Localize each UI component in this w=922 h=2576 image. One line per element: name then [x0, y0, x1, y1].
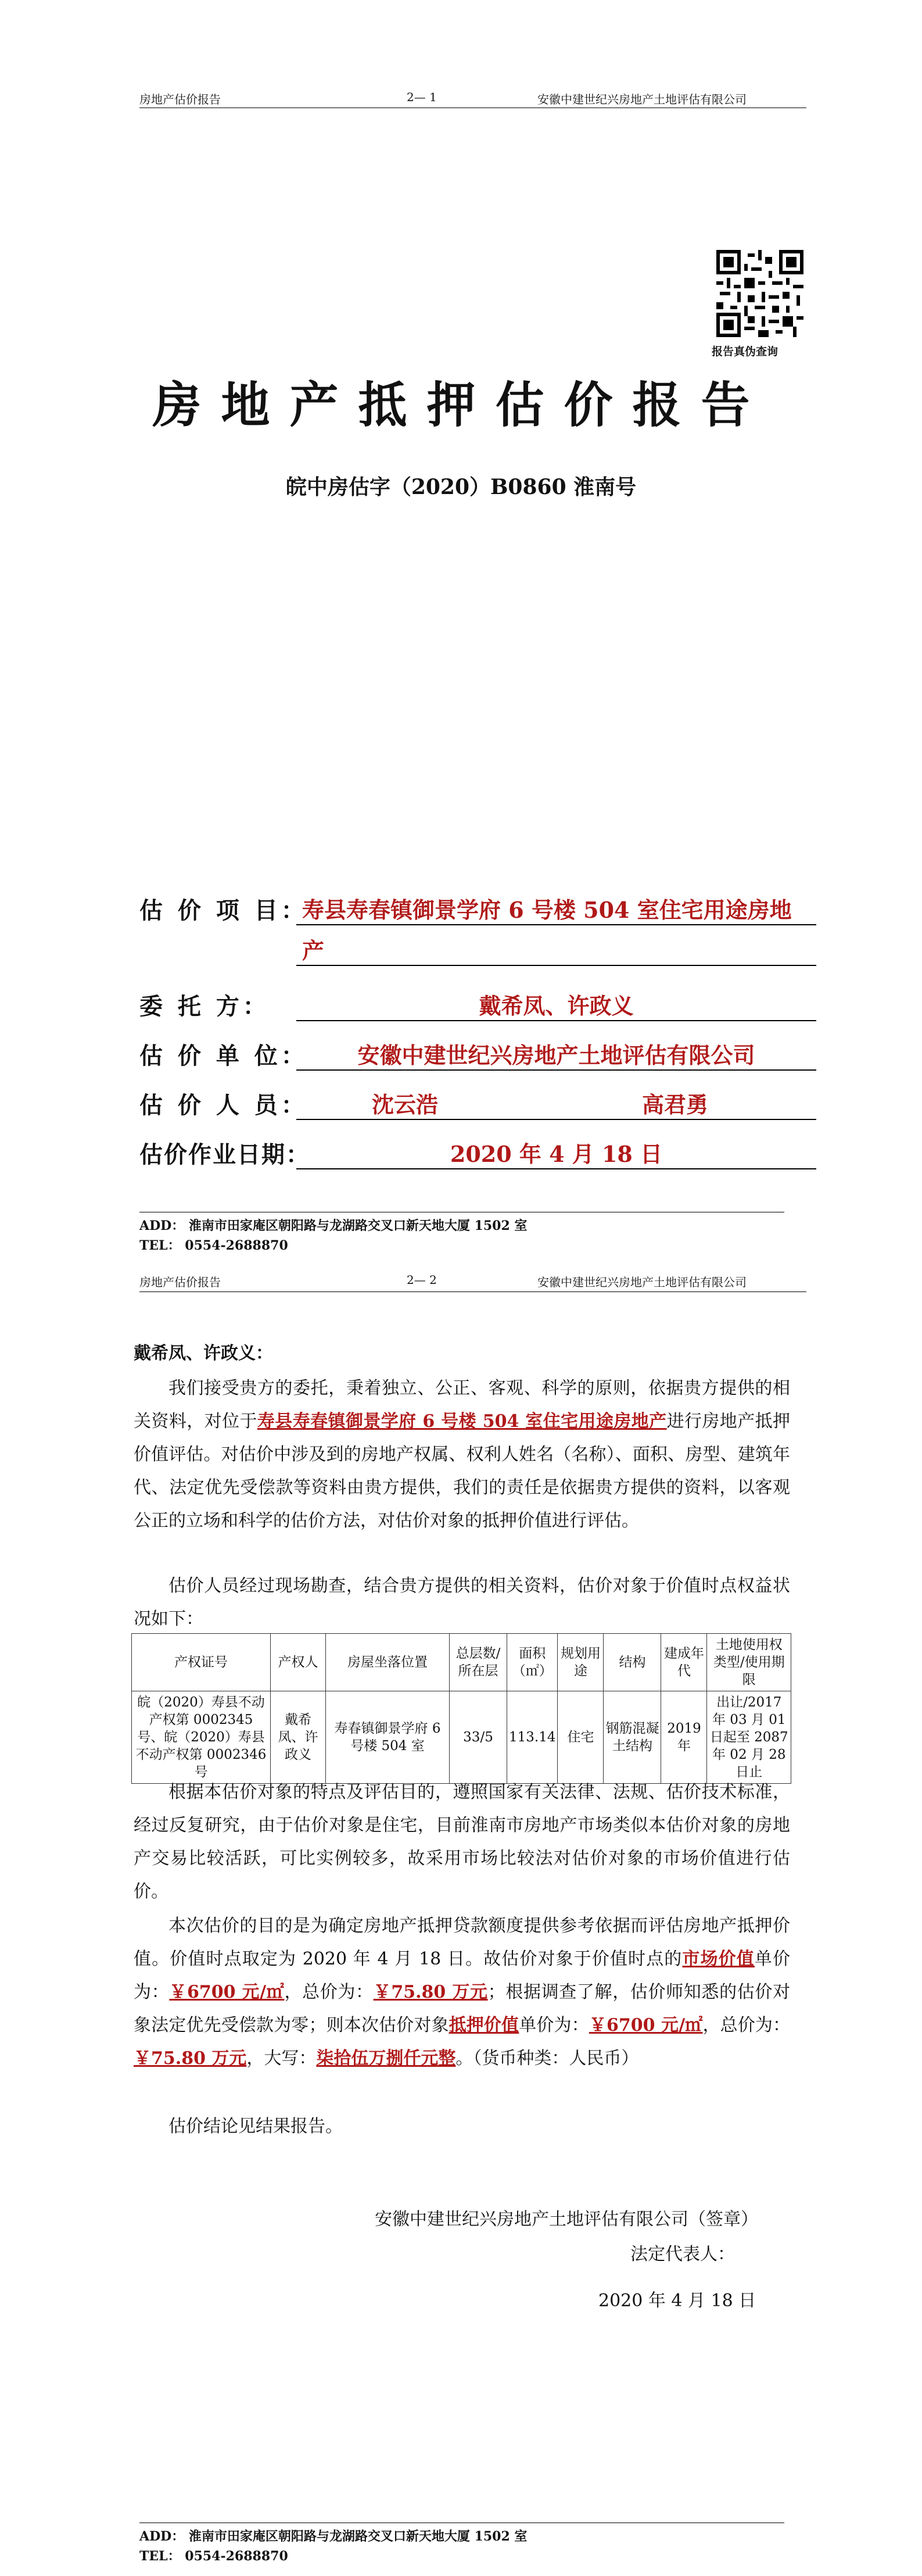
column-header: 规划用途 — [558, 1634, 604, 1691]
project-label: 估 价 项 目： — [139, 897, 308, 924]
para4-text: 单价为： — [519, 2015, 589, 2035]
unit-underline — [296, 1069, 816, 1071]
client-underline — [296, 1020, 816, 1021]
para1-text-2: 进行房地产抵押价值评估。对估价中涉及到的房地产权属、权利人姓名（名称）、面积、房型、建筑年代、法定优先受偿款等资料由贵方提供，我们的责任是依据贵方提供的资料，以客观公正的立场和科学的估价方法，对估价对象的抵押价值进行评估。 — [134, 1411, 791, 1531]
project-value-line1: 寿县寿春镇御景学府 6 号楼 504 室住宅用途房地 — [302, 897, 792, 923]
project-underline-2 — [296, 965, 816, 966]
signature-date: 2020 年 4 月 18 日 — [598, 2291, 756, 2311]
appraiser-underline — [296, 1119, 816, 1120]
para4-text: 本次估价的目的是为确定房地产抵押贷款额度提供参考依据而评估房地产抵押价值。价值时点取定为 2020 年 4 月 18 日。故估价对象于价值时点的 — [134, 1916, 790, 1969]
paragraph-method: 根据本估价对象的特点及评估目的，遵照国家有关法律、法规、估价技术标准，经过反复研究，由于估价对象是住宅，目前淮南市房地产市场类似本估价对象的房地产交易比较活跃，可比实例较多，故采用市场比较法对估价对象的市场价值进行估价。 — [134, 1782, 790, 1902]
table-cell: 113.14 — [507, 1691, 558, 1784]
salutation: 戴希凤、许政义： — [134, 1343, 273, 1364]
mortgage-total-price: ￥75.80 万元 — [134, 2048, 247, 2069]
appraiser-label: 估 价 人 员： — [139, 1092, 308, 1119]
header-left: 房地产估价报告 — [139, 1275, 221, 1289]
footer-address: ADD： 淮南市田家庵区朝阳路与龙湖路交叉口新天地大厦 1502 室 — [139, 1218, 528, 1233]
table-cell: 皖（2020）寿县不动产权第 0002345 号、皖（2020）寿县不动产权第 0002346 号 — [132, 1691, 271, 1784]
project-value-line2: 产 — [302, 938, 325, 964]
qr-code-icon — [716, 250, 803, 337]
qr-caption: 报告真伪查询 — [712, 345, 779, 358]
header-rule — [139, 1291, 806, 1292]
market-unit-price: ￥6700 元/㎡ — [169, 1982, 285, 2002]
footer-phone: TEL： 0554-2688870 — [139, 1238, 288, 1253]
table-cell: 33/5 — [450, 1691, 507, 1784]
paragraph-conclusion — [134, 1909, 790, 2075]
column-header: 土地使用权类型/使用期限 — [707, 1634, 791, 1691]
header-left: 房地产估价报告 — [139, 92, 221, 106]
para1-text-1: 我们接受贵方的委托，秉着独立、公正、客观、科学的原则，依据贵方提供的相关资料，对位于 — [134, 1378, 790, 1432]
column-header: 结构 — [604, 1634, 661, 1691]
table-cell: 住宅 — [558, 1691, 604, 1784]
header-company: 安徽中建世纪兴房地产土地评估有限公司 — [537, 1275, 747, 1289]
table-cell: 钢筋混凝土结构 — [604, 1691, 661, 1784]
para4-text: ，大写： — [246, 2048, 317, 2069]
footer — [139, 1216, 527, 1255]
mortgage-unit-price: ￥6700 元/㎡ — [589, 2015, 703, 2035]
paragraph-entrustment — [134, 1372, 790, 1537]
property-info-table — [131, 1633, 791, 1784]
para4-text: 单价为： — [134, 1949, 791, 2002]
column-header: 产权证号 — [132, 1634, 271, 1691]
table-header-row — [132, 1634, 791, 1691]
table-row — [132, 1691, 791, 1784]
footer-phone: TEL： 0554-2688870 — [139, 2549, 288, 2564]
market-total-price: ￥75.80 万元 — [373, 1982, 488, 2002]
report-title: 房地产抵押估价报告 — [152, 376, 770, 434]
date-label: 估价作业日期： — [139, 1141, 310, 1168]
footer — [139, 2527, 527, 2566]
table-cell: 2019 年 — [661, 1691, 707, 1784]
paragraph-inspection: 估价人员经过现场勘查，结合贵方提供的相关资料，估价对象于价值时点权益状况如下： — [134, 1576, 790, 1629]
mortgage-value-label: 抵押价值 — [449, 2015, 519, 2035]
property-address: 寿县寿春镇御景学府 6 号楼 504 室住宅用途房地产 — [257, 1411, 667, 1432]
table-cell: 戴希凤、许政义 — [271, 1691, 326, 1784]
column-header: 产权人 — [271, 1634, 326, 1691]
client-label: 委 托 方： — [139, 993, 270, 1020]
signature-representative: 法定代表人： — [630, 2244, 735, 2264]
para4-text: ，总价为： — [284, 1982, 374, 2002]
para4-text: 。（货币种类：人民币） — [455, 2048, 639, 2069]
column-header: 面积（㎡） — [507, 1634, 558, 1691]
unit-value: 安徽中建世纪兴房地产土地评估有限公司 — [357, 1042, 755, 1068]
header-page-number: 2— 2 — [407, 1273, 437, 1287]
signature-company: 安徽中建世纪兴房地产土地评估有限公司（签章） — [375, 2209, 758, 2230]
column-header: 建成年代 — [661, 1634, 707, 1691]
column-header: 房屋坐落位置 — [326, 1634, 450, 1691]
column-header: 总层数/所在层 — [450, 1634, 507, 1691]
project-underline-1 — [296, 924, 816, 925]
paragraph-see-results: 估价结论见结果报告。 — [168, 2116, 343, 2137]
footer-address: ADD： 淮南市田家庵区朝阳路与龙湖路交叉口新天地大厦 1502 室 — [139, 2529, 528, 2544]
document-number: 皖中房估字（2020）B0860 淮南号 — [285, 475, 637, 499]
para4-text: ；根据调查了解，估价师知悉的估价对象法定优先受偿款为零；则本次估价对象 — [134, 1982, 791, 2035]
header-page-number: 2— 1 — [407, 90, 437, 104]
date-underline — [296, 1168, 816, 1169]
para4-text: ，总价为： — [702, 2015, 791, 2035]
client-value: 戴希凤、许政义 — [479, 993, 634, 1019]
appraiser-2: 高君勇 — [642, 1092, 709, 1118]
table-cell: 出让/2017 年 03 月 01 日起至 2087 年 02 月 28 日止 — [707, 1691, 791, 1784]
table-cell: 寿春镇御景学府 6 号楼 504 室 — [326, 1691, 450, 1784]
date-value: 2020 年 4 月 18 日 — [450, 1141, 663, 1167]
total-in-words: 柒拾伍万捌仟元整 — [316, 2048, 456, 2069]
unit-label: 估 价 单 位： — [139, 1042, 308, 1069]
appraiser-1: 沈云浩 — [372, 1092, 439, 1118]
header-company: 安徽中建世纪兴房地产土地评估有限公司 — [537, 92, 747, 106]
market-value-label: 市场价值 — [682, 1949, 755, 1969]
